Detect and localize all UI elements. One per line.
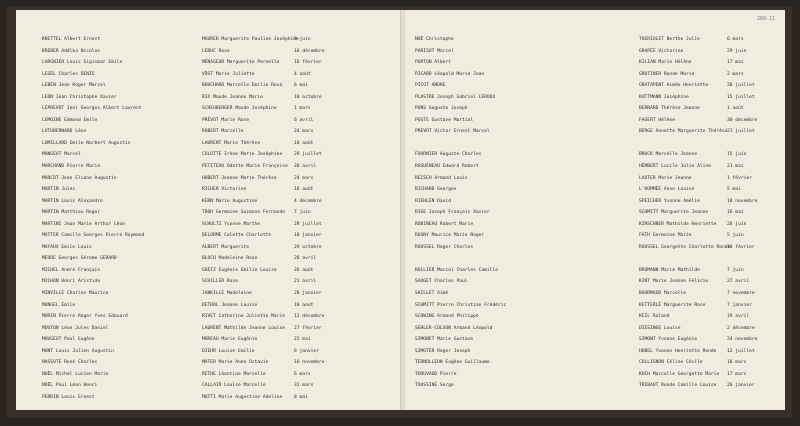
marriage-date: 8 mai [294, 394, 308, 400]
groom-name: MARTINI Jean Marie Arthur Léon [42, 221, 125, 227]
bride-name: HEMBERT Lucile Julie Aline [639, 164, 711, 170]
marriage-date: 22 mai [294, 337, 311, 343]
marriage-date: 20 janvier [294, 291, 322, 297]
bride-name: TRIBAUT Ronde Camille Louise [639, 383, 717, 389]
groom-name: MARTIN Louis Alexandre [42, 198, 103, 204]
bride-entry [202, 300, 392, 312]
bride-name: RICHER Victorine [202, 187, 247, 193]
bride-name: TROH Germaine Suzanne Fernande [202, 210, 285, 216]
marriage-date: 18 août [294, 187, 314, 193]
bride-entry [639, 265, 777, 277]
groom-name: LOTUBERNARD Léon [42, 129, 87, 135]
bride-entry [202, 92, 392, 104]
groom-name: MEURE Georges Gérome GERARD [42, 256, 117, 262]
bride-entry [639, 253, 777, 265]
groom-name: PARISOT Marcel [415, 48, 454, 54]
bride-entry [639, 57, 777, 69]
groom-name: MICHON Henri Aristide [42, 279, 101, 285]
groom-name: SAUGET Charles Paul [415, 279, 468, 285]
bride-entry [639, 323, 777, 335]
bride-name: SIMONT Yvonne Eugénie [639, 337, 698, 343]
groom-name: SCHMITT Pierre Christian Frédéric [415, 302, 507, 308]
marriage-date: 4 août [294, 71, 311, 77]
bride-entry [639, 173, 777, 185]
marriage-date: 29 juillet [294, 221, 322, 227]
bride-name: HUBEL Yvonne Henriette Ronde [639, 348, 717, 354]
bride-name: GRATAPENT Aimée Henriette [639, 83, 709, 89]
marriage-date: 6 mars [727, 37, 744, 42]
groom-name: ROBINEAU Robert Marie [415, 221, 474, 227]
bride-entry [202, 253, 392, 265]
marriage-date: 7 novembre [727, 291, 755, 297]
marriage-date: 10 janvier [294, 233, 322, 239]
bride-entry [639, 115, 777, 127]
bride-name: SCHILLER Rose [202, 279, 238, 285]
bride-entry [639, 69, 777, 81]
bride-name: KUTTMANN Joséphine [639, 94, 689, 100]
marriage-date: 18 août [294, 302, 314, 308]
bride-name: BERNARD Thérèse Jeanne [639, 106, 700, 112]
groom-name: ROLLIER Marcel Charles Camille [415, 267, 498, 273]
left-page [16, 10, 403, 410]
bride-entry [202, 173, 392, 185]
marriage-date: 6 mai [294, 83, 308, 89]
groom-name: MONGEL Emile [42, 302, 76, 308]
groom-name: TOUSSINE Serge [415, 383, 454, 389]
marriage-date: 16 février [294, 60, 322, 66]
bride-name: THIRIOLET Berthe Julie [639, 37, 700, 42]
bride-name: BOUCHARD Marcelle Emilie Rosa [202, 83, 283, 89]
bride-name: DIESINGE Louise [639, 325, 681, 331]
groom-name: PICARD Léopold Marie Jean [415, 71, 485, 77]
marriage-date: 15 juillet [727, 94, 755, 100]
bride-entry [639, 46, 777, 58]
marriage-date: 2 décembre [727, 325, 755, 331]
marriage-date: 1 mars [294, 106, 311, 112]
groom-name: KNITTEL Albert Ernest [42, 37, 101, 42]
bride-entry [639, 288, 777, 300]
groom-name: MICHEL André François [42, 267, 101, 273]
bride-entry [639, 207, 777, 219]
marriage-date: 17 mai [727, 60, 744, 66]
bride-entry [202, 115, 392, 127]
groom-name: THOUVAUD Pierre [415, 371, 457, 377]
bride-entry [639, 300, 777, 312]
groom-name: LEBEN Jean Roger Marcel [42, 83, 106, 89]
bride-name: JANKILLE Madeleine [202, 291, 252, 297]
marriage-date: 9 juin [294, 37, 311, 42]
groom-name: MUNT Louis Julien Augustin [42, 348, 114, 354]
bride-entry [202, 34, 392, 46]
bride-entry [202, 69, 392, 81]
groom-name: LARGNIER Louis Sigismar Emile [42, 60, 123, 66]
bride-name: SCHMITT Marguerite Jeanne [639, 210, 709, 216]
marriage-date: 18 août [294, 140, 314, 146]
groom-name: MANGEAT Marcel [42, 152, 81, 158]
bride-name: KEIL Roland [639, 314, 670, 320]
bride-name: VÖST Marie Juliette [202, 71, 255, 77]
marriage-date: 1 février [727, 175, 752, 181]
bride-name: MAURER Marguerite Pauline Joséphine [202, 37, 299, 42]
bride-name: PRÉVOT Marie Rose [202, 117, 250, 123]
groom-name: ROUSSEL Roger Charles [415, 244, 474, 250]
bride-name: SCHULTZ Yvonne Marthe [202, 221, 261, 227]
marriage-date: 6 mars [294, 371, 311, 377]
bride-name: FATH Germaine Marie [639, 233, 692, 239]
bride-name: ROUSSEL Georgette Charlotte Ronde [639, 244, 731, 250]
groom-name: MARCHAND Pierre Marie [42, 164, 101, 170]
bride-name: L'HOMMÉE Anne Louise [639, 187, 695, 193]
groom-name: PERRIN Louis Ernest [42, 394, 95, 400]
marriage-date: 20 avril [294, 164, 317, 170]
groom-name: MARTIN Jules [42, 187, 76, 193]
bride-entry [639, 230, 777, 242]
bride-name: MÉNAGEUR Marguerite Pernelle [202, 60, 280, 66]
bride-name: PETITEAU Odette Marie Françoise [202, 164, 288, 170]
bride-name: HUBERT Jeanne Marie Thérèse [202, 175, 277, 181]
bride-name: DELORME Colette Charlotte [202, 233, 272, 239]
bride-name: RIVET Catherine Juliette Marie [202, 314, 285, 320]
marriage-date: 7 janvier [727, 302, 752, 308]
bride-name: RETHE Léontine Marcelle [202, 371, 266, 377]
bride-entry [202, 138, 392, 150]
groom-name: KREBER Adélka Nicolas [42, 48, 101, 54]
bride-entry [202, 230, 392, 242]
groom-name: SIMONET Marie Gustave [415, 337, 474, 343]
marriage-date: 6 avril [294, 117, 314, 123]
marriage-date: 16 décembre [294, 48, 325, 54]
bride-name: DETHOL Jeanne Louise [202, 302, 258, 308]
bride-entry [202, 57, 392, 69]
groom-name: LOMILLARD Emile Norbert Augustin [42, 140, 131, 146]
bride-name: COLOTTE Irène Marie Joséphine [202, 152, 283, 158]
bride-entry [639, 138, 777, 150]
bride-entry [202, 184, 392, 196]
bride-name: KETTERLÉ Marguerite Rose [639, 302, 706, 308]
bride-entry [639, 276, 777, 288]
marriage-date: 21 mai [727, 164, 744, 170]
bride-entry [202, 323, 392, 335]
marriage-date: 10 février [727, 244, 755, 250]
bride-name: COLLIGNON Céline Cécile [639, 360, 703, 366]
marriage-date: 5 mai [727, 187, 741, 193]
groom-name: LEGEL Charles DENIS [42, 71, 95, 77]
marriage-date: 27 février [294, 325, 322, 331]
bride-entry [202, 334, 392, 346]
bride-name: GRAPÉE Victorine [639, 48, 684, 54]
marriage-date: 7 juin [727, 267, 744, 273]
groom-name: SAILLET Aimé [415, 291, 449, 297]
groom-name: MINVILLE Charles Maurice [42, 291, 109, 297]
bride-entry [202, 265, 392, 277]
bride-name: BRUCK Marcelle Jeanne [639, 152, 698, 158]
bride-name: SCHEUBERGER Maude Joséphine [202, 106, 277, 112]
marriage-date: 15 juin [727, 152, 747, 158]
marriage-date: 19 avril [727, 314, 750, 320]
groom-name: NOËL Paul Léon Henri [42, 383, 98, 389]
bride-name: DIEHR Louise Emilie [202, 348, 255, 354]
bride-entry [639, 149, 777, 161]
bride-name: RIX Maude Jeanne Marie [202, 94, 263, 100]
groom-name: PLASTRE Joseph Gabriel LEROUX [415, 94, 496, 100]
groom-name: REISCH Armand Louis [415, 175, 468, 181]
marriage-date: 27 avril [727, 279, 750, 285]
marriage-date: 26 janvier [727, 383, 755, 389]
groom-name: SIMOTER Roger Joseph [415, 348, 471, 354]
bride-name: ROBERT Marcelle [202, 129, 244, 135]
marriage-date: 20 juillet [727, 83, 755, 89]
bride-entry [202, 242, 392, 254]
bride-entry [639, 80, 777, 92]
marriage-date: 29 octobre [294, 244, 322, 250]
marriage-date: 2 mars [727, 71, 744, 77]
groom-name: ROSNY Maurice Marie Roger [415, 233, 485, 239]
left-brides-column [202, 34, 392, 404]
bride-entry [639, 219, 777, 231]
marriage-date: 21 juillet [727, 129, 755, 135]
groom-name: LEPREVOT Joel Georges Albert Laurent [42, 106, 142, 112]
bride-name: KIRSCHNER Mathilde Henriette [639, 221, 717, 227]
bride-name: SPEICHER Yvonne Amélie [639, 198, 700, 204]
bride-entry [639, 242, 777, 254]
bride-name: KILIAN Marie Hélène [639, 60, 692, 66]
groom-name: NOË Christophe [415, 37, 454, 42]
groom-name: RIGE Joseph François Xavier [415, 210, 490, 216]
marriage-date: 31 mars [294, 383, 314, 389]
marriage-date: 24 mars [294, 129, 314, 135]
marriage-date: 21 avril [294, 279, 317, 285]
bride-entry [639, 184, 777, 196]
bride-name: BERGE Annette Marguerite Thérèse [639, 129, 728, 135]
groom-name: RIEHLEN David [415, 198, 451, 204]
bride-name: FAGERT Hélène [639, 117, 675, 123]
marriage-date: 12 juillet [727, 348, 755, 354]
marriage-date: 1 août [727, 106, 744, 112]
marriage-date: 13 décembre [294, 314, 325, 320]
bride-entry [202, 357, 392, 369]
bride-entry [202, 207, 392, 219]
bride-name: BLOCH Madeleine Rose [202, 256, 258, 262]
groom-name: MAYAUX Emile Louis [42, 244, 92, 250]
bride-entry [639, 161, 777, 173]
groom-name: SCHWING Armand Philippe [415, 314, 479, 320]
bride-name: KINT Marie Jeanne Félicie [639, 279, 709, 285]
bride-entry [202, 80, 392, 92]
bride-name: LAURENT Marie Thérèse [202, 140, 261, 146]
bride-name: BRUMANN Marie Mathilde [639, 267, 700, 273]
bride-entry [639, 126, 777, 138]
bride-name: ALBERT Marguerite [202, 244, 250, 250]
bride-entry [639, 380, 777, 392]
right-brides-column [639, 34, 777, 392]
groom-name: FOURNIER Auguste Charles [415, 152, 482, 158]
bride-entry [202, 219, 392, 231]
bride-entry [202, 161, 392, 173]
bride-name: LAUTER Marie Jeanne [639, 175, 692, 181]
bride-name: CALLAIR Louise Marcelle [202, 383, 266, 389]
marriage-date: 26 juin [727, 221, 747, 227]
bride-entry [202, 346, 392, 358]
bride-entry [202, 103, 392, 115]
marriage-date: 16 novembre [294, 360, 325, 366]
groom-name: MATTER Camille Georges Pierre Raymond [42, 233, 145, 239]
groom-name: LEMOINE Edmond Emile [42, 117, 98, 123]
bride-name: KERN Marie Augustine [202, 198, 258, 204]
groom-name: MORIN Pierre Roger Yves Edouard [42, 314, 128, 320]
marriage-date: 4 décembre [294, 198, 322, 204]
bride-name: MOTTI Marie Augustine Adeline [202, 394, 283, 400]
marriage-date: 7 juin [294, 210, 311, 216]
bride-name: KOCH Marcelle Georgette Marie [639, 371, 720, 377]
bride-entry [202, 311, 392, 323]
groom-name: SEHLER-COLSON Armand Léopold [415, 325, 493, 331]
marriage-date: 10 octobre [294, 94, 322, 100]
ledger-book [6, 6, 792, 418]
right-page [404, 10, 785, 410]
bride-entry [202, 126, 392, 138]
bride-entry [202, 149, 392, 161]
marriage-date: 17 mars [727, 371, 747, 377]
groom-name: TERNOLLEON Eugène Guillaume [415, 360, 490, 366]
groom-name: RICHARD Georges [415, 187, 457, 193]
groom-name: PORTON Albert [415, 60, 451, 66]
groom-name: MOUGEOT Paul Eugène [42, 337, 95, 343]
bride-entry [639, 346, 777, 358]
groom-name: PONS Auguste Joseph [415, 106, 468, 112]
bride-name: MATER Marie Anne Octavie [202, 360, 269, 366]
bride-name: BOURMAUD Marcelle [639, 291, 687, 297]
bride-entry [639, 34, 777, 46]
marriage-date: 16 mai [727, 210, 744, 216]
groom-name: POSTE Gustave Martial [415, 117, 474, 123]
marriage-date: 5 juin [727, 233, 744, 239]
groom-name: PREVOT Victor Ernest Marcel [415, 129, 490, 135]
bride-entry [202, 392, 392, 404]
marriage-date: 26 août [294, 267, 314, 273]
marriage-date: 29 juillet [294, 152, 322, 158]
bride-entry [639, 334, 777, 346]
groom-name: MOUTON Léon Jules Daniel [42, 325, 109, 331]
bride-entry [202, 369, 392, 381]
bride-name: LAURENT Mathilde Jeanne Louise [202, 325, 285, 331]
groom-name: LEON Jean Christophe Xavier [42, 94, 117, 100]
bride-entry [639, 196, 777, 208]
bride-name: GOETZ Eugénie Emilie Louise [202, 267, 277, 273]
bride-entry [202, 46, 392, 58]
marriage-date: 18 mars [727, 360, 747, 366]
bride-entry [639, 92, 777, 104]
bride-entry [639, 311, 777, 323]
marriage-date: 24 novembre [727, 337, 758, 343]
bride-name: MOREAU Marie Eugénie [202, 337, 258, 343]
groom-name: MARTIN Matthieu Roger [42, 210, 101, 216]
marriage-date: 24 mars [294, 175, 314, 181]
bride-entry [639, 357, 777, 369]
bride-name: GRUTINER Ronde Marie [639, 71, 695, 77]
marriage-date: 30 décembre [727, 117, 758, 123]
marriage-date: 29 juin [727, 48, 747, 54]
marriage-date: 28 avril [294, 256, 317, 262]
page-number: 260-11 [756, 16, 775, 22]
groom-name: PICOT ANDRE [415, 83, 446, 89]
bride-entry [202, 380, 392, 392]
marriage-date: 6 janvier [294, 348, 319, 354]
bride-entry [202, 276, 392, 288]
groom-name: RAGUENEAU Edward Robert [415, 164, 479, 170]
bride-entry [639, 103, 777, 115]
groom-name: NOËL Michel Lucien Marie [42, 371, 109, 377]
groom-name: MARCOT Jean Eliane Augustin [42, 175, 117, 181]
bride-entry [202, 196, 392, 208]
marriage-date: 18 novembre [727, 198, 758, 204]
bride-name: LEDUC Rose [202, 48, 230, 54]
bride-entry [639, 369, 777, 381]
groom-name: NASSOTE René Charles [42, 360, 98, 366]
bride-entry [202, 288, 392, 300]
